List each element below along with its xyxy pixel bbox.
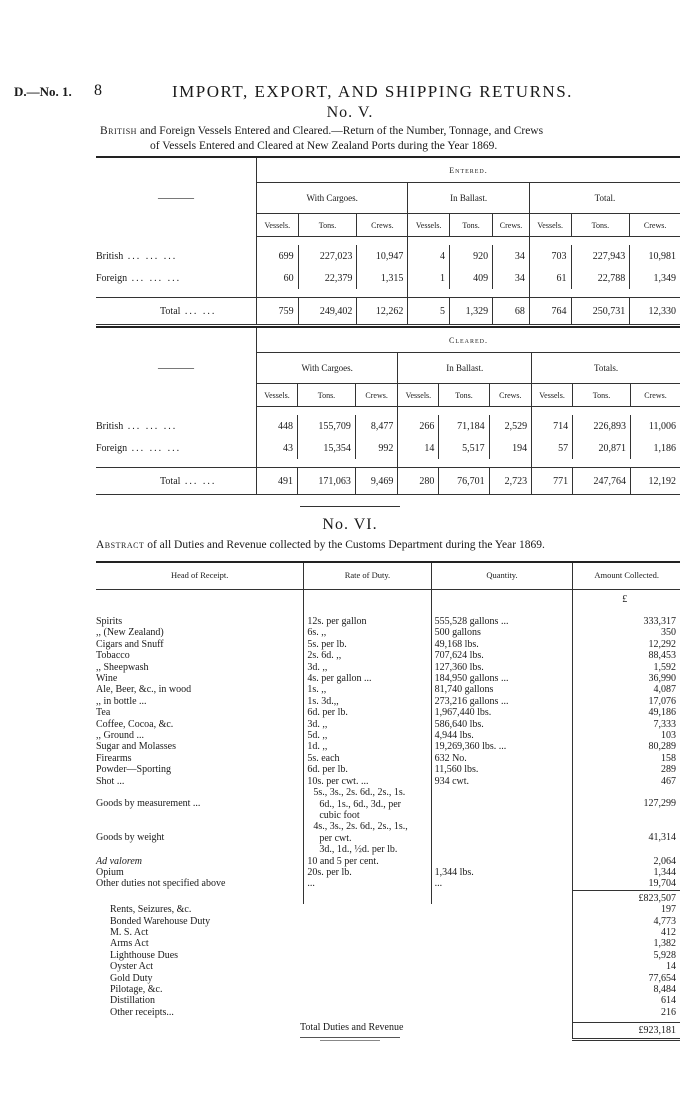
amount-text: 41,314	[648, 832, 676, 844]
spacer-row	[96, 608, 680, 616]
column-header: Tons.	[298, 384, 356, 407]
amount-collected: 14	[573, 961, 680, 972]
receipt-head: Cigars and Snuff	[96, 638, 164, 650]
table-row	[96, 415, 680, 437]
table-cell: 4	[408, 245, 450, 267]
group-caption: With Cargoes.	[257, 353, 398, 384]
rate-of-duty	[304, 787, 431, 821]
table-row	[96, 730, 680, 741]
leader-dots: ... ...	[180, 305, 217, 317]
table-cell: 10,981	[630, 245, 680, 267]
row-label	[96, 245, 257, 267]
receipt-head-text: Goods by measurement ...	[96, 798, 201, 810]
total-cell: 759	[257, 298, 299, 325]
total-cell: 491	[257, 468, 298, 495]
leader-dots: ... ... ...	[127, 442, 182, 454]
column-header: Tons.	[573, 384, 631, 407]
receipt-head	[96, 787, 304, 821]
table-row	[96, 984, 680, 995]
section-6-description: Abstract of all Duties and Revenue collected by the Customs Department during the Year 1869.	[96, 539, 545, 551]
receipt-head: Gold Duty	[110, 972, 153, 984]
receipt-head: Other duties not specified above	[96, 878, 226, 890]
table-row	[96, 904, 680, 915]
total-label	[96, 298, 257, 325]
rate-of-duty: 4s. per gallon ...	[304, 673, 431, 684]
quantity: 184,950 gallons ...	[431, 673, 573, 684]
rate-of-duty: 12s. per gallon	[304, 616, 431, 627]
quantity: 1,967,440 lbs.	[431, 707, 573, 718]
amount-collected: 412	[573, 927, 680, 938]
receipt-head: Rents, Seizures, &c.	[110, 904, 192, 916]
quantity: ...	[431, 878, 573, 890]
section-5-heading: No. V.	[326, 104, 374, 121]
receipt-head: Spirits	[96, 616, 123, 627]
receipt-head: ,, Sheepwash	[96, 661, 149, 673]
amount-collected: 49,186	[573, 707, 680, 718]
quantity: 707,624 lbs.	[431, 650, 573, 661]
total-cell: 76,701	[439, 468, 489, 495]
rate-of-duty: 6s. ,,	[304, 627, 431, 638]
column-header: Crews.	[493, 214, 530, 237]
table-cell: 703	[529, 245, 571, 267]
blank-cell	[96, 590, 304, 609]
total-cell: 2,723	[489, 468, 531, 495]
blank-cell	[96, 890, 304, 904]
total-row	[96, 468, 680, 495]
table-cell: 34	[493, 267, 530, 289]
amount-text: 127,299	[643, 798, 676, 810]
column-header: Crews.	[357, 214, 408, 237]
amount-collected: 1,344	[573, 867, 680, 878]
duties-revenue-table	[96, 561, 680, 1041]
receipt-head: Lighthouse Dues	[110, 949, 179, 961]
table-row	[96, 1007, 680, 1018]
column-header: Tons.	[439, 384, 489, 407]
amount-collected: 1,592	[573, 662, 680, 673]
table-cell: 14	[398, 437, 439, 459]
table-row	[96, 753, 680, 764]
quantity	[431, 856, 573, 867]
table-cell: 34	[493, 245, 530, 267]
leader-dots: ... ... ...	[127, 272, 182, 284]
currency-row	[96, 590, 680, 609]
receipt-head: Distillation	[110, 995, 155, 1007]
amount-collected: 103	[573, 730, 680, 741]
column-header: Crews.	[630, 384, 680, 407]
amount-collected: 80,289	[573, 741, 680, 752]
amount-collected: 197	[573, 904, 680, 915]
table-cell: 8,477	[355, 415, 397, 437]
table-row	[96, 696, 680, 707]
column-header: Vessels.	[408, 214, 450, 237]
rate-line: 3d., 1d., ½d. per lb.	[319, 844, 398, 856]
table-row	[96, 961, 680, 972]
table-cell: 60	[257, 267, 299, 289]
cleared-caption: Cleared.	[257, 327, 681, 353]
total-cell: 764	[529, 298, 571, 325]
footer-rule	[300, 1037, 400, 1038]
blank-cell	[431, 890, 573, 904]
footer-rule-short	[320, 1040, 380, 1041]
amount-collected: 289	[573, 764, 680, 775]
receipt-head: Arms Act	[110, 938, 149, 950]
table-row	[96, 938, 680, 949]
group-caption: Total.	[529, 183, 680, 214]
table-cell: 1,349	[630, 267, 680, 289]
quantity-blank	[431, 787, 573, 821]
receipt-head: Powder—Sporting	[96, 764, 171, 776]
amount-collected: 614	[573, 995, 680, 1006]
receipt-head: Other receipts...	[110, 1006, 174, 1018]
receipt-head: Bonded Warehouse Duty	[110, 915, 211, 927]
quantity: 19,269,360 lbs. ...	[431, 741, 573, 752]
quantity: 934 cwt.	[431, 776, 573, 787]
table-row	[96, 995, 680, 1006]
multiline-row	[96, 787, 680, 821]
column-header: Crews.	[355, 384, 397, 407]
section-6-heading: No. VI.	[322, 516, 378, 533]
quantity: 500 gallons	[431, 627, 573, 638]
rate-of-duty: 6d. per lb.	[304, 707, 431, 718]
table-cell: 266	[398, 415, 439, 437]
section-5-description: British and Foreign Vessels Entered and Cleared.—Return of the Number, Tonnage, and Crews of Vessels Entered and Cleared at New Zealand Ports during the Year 1869.	[100, 125, 544, 152]
amount-collected: 333,317	[573, 616, 680, 627]
column-header: Vessels.	[257, 214, 299, 237]
rate-line: per cwt.	[319, 832, 352, 844]
leader-dots: ... ... ...	[123, 420, 178, 432]
table-stub-dash: ———	[96, 327, 257, 407]
receipt-head: Pilotage, &c.	[110, 984, 163, 995]
group-caption: Totals.	[532, 353, 680, 384]
table-row	[96, 267, 680, 289]
column-header: Tons.	[571, 214, 630, 237]
table-cell: 227,943	[571, 245, 630, 267]
table-cell: 15,354	[298, 437, 356, 459]
running-title: IMPORT, EXPORT, AND SHIPPING RETURNS.	[172, 82, 573, 101]
total-cell: 1,329	[450, 298, 493, 325]
rate-line: cubic foot	[319, 809, 360, 821]
table-row	[96, 245, 680, 267]
amount-collected: 216	[573, 1007, 680, 1018]
table-cell: 2,529	[489, 415, 531, 437]
total-label: Total Duties and Revenue	[300, 1022, 404, 1034]
amount-collected	[573, 787, 680, 821]
receipt-head-text: Goods by weight	[96, 832, 165, 844]
table-cell: 226,893	[573, 415, 631, 437]
col-head-rate: Rate of Duty.	[304, 562, 431, 590]
table-cell: 57	[532, 437, 573, 459]
rate-of-duty: ...	[304, 878, 431, 890]
total-cell: 68	[493, 298, 530, 325]
quantity: 11,560 lbs.	[431, 764, 573, 775]
document-reference: D.—No. 1.	[14, 84, 72, 99]
vessels-entered-table	[96, 156, 680, 325]
total-cell: 5	[408, 298, 450, 325]
rate-of-duty: 6d. per lb.	[304, 764, 431, 775]
table-cell: 20,871	[573, 437, 631, 459]
receipt-head: ,, in bottle ...	[96, 695, 147, 707]
amount-collected: 7,333	[573, 719, 680, 730]
table-row	[96, 650, 680, 661]
column-header: Vessels.	[532, 384, 573, 407]
group-caption: In Ballast.	[408, 183, 530, 214]
quantity: 586,640 lbs.	[431, 719, 573, 730]
entered-caption: Entered.	[257, 157, 681, 183]
section-divider	[300, 506, 400, 507]
total-cell: 280	[398, 468, 439, 495]
table-row	[96, 776, 680, 787]
blank-cell	[304, 890, 431, 904]
group-caption: With Cargoes.	[257, 183, 408, 214]
receipt-head: Wine	[96, 673, 118, 685]
quantity: 4,944 lbs.	[431, 730, 573, 741]
amount-collected: 1,382	[573, 938, 680, 949]
table-row	[96, 764, 680, 775]
table-cell: 22,379	[298, 267, 357, 289]
amount-collected: 4,773	[573, 916, 680, 927]
column-header: Tons.	[450, 214, 493, 237]
subtotal-row	[96, 890, 680, 904]
multiline-row	[96, 821, 680, 855]
table-row	[96, 627, 680, 638]
rate-of-duty	[304, 821, 431, 855]
leader-dots: ... ...	[180, 475, 217, 487]
table-cell: 10,947	[357, 245, 408, 267]
receipt-head: Tobacco	[96, 650, 130, 662]
table-row	[96, 856, 680, 867]
table-cell: 920	[450, 245, 493, 267]
receipt-head: Coffee, Cocoa, &c.	[96, 718, 174, 730]
amount-collected: 77,654	[573, 973, 680, 984]
leader-dots: ... ... ...	[123, 250, 178, 262]
table-cell: 1	[408, 267, 450, 289]
table-row	[96, 662, 680, 673]
rate-of-duty: 1s. 3d.,,	[304, 696, 431, 707]
table-cell: 1,186	[630, 437, 680, 459]
receipt-head: Ad valorem	[96, 855, 143, 867]
table-cell: 714	[532, 415, 573, 437]
rate-of-duty: 10s. per cwt. ...	[304, 776, 431, 787]
total-cell: 12,262	[357, 298, 408, 325]
col-head-amount: Amount Collected.	[573, 562, 680, 590]
receipt-head: M. S. Act	[110, 926, 149, 938]
table-row	[96, 878, 680, 890]
amount-collected: 467	[573, 776, 680, 787]
total-label	[96, 468, 257, 495]
amount-collected: 2,064	[573, 856, 680, 867]
total-cell: 771	[532, 468, 573, 495]
group-caption: In Ballast.	[398, 353, 532, 384]
table-row	[96, 927, 680, 938]
column-header: Crews.	[489, 384, 531, 407]
table-cell: 11,006	[630, 415, 680, 437]
table-cell: 61	[529, 267, 571, 289]
column-header: Vessels.	[257, 384, 298, 407]
rate-of-duty: 5s. per lb.	[304, 639, 431, 650]
total-amount: £923,181	[573, 1022, 680, 1039]
total-cell: 12,330	[630, 298, 680, 325]
quantity: 632 No.	[431, 753, 573, 764]
col-head-receipt: Head of Receipt.	[96, 562, 304, 590]
quantity: 273,216 gallons ...	[431, 696, 573, 707]
amount-collected	[573, 821, 680, 855]
rate-of-duty: 5d. ,,	[304, 730, 431, 741]
column-header: Crews.	[630, 214, 680, 237]
rate-of-duty: 20s. per lb.	[304, 867, 431, 878]
rate-of-duty: 5s. each	[304, 753, 431, 764]
row-label	[96, 415, 257, 437]
subtotal-amount: £823,507	[573, 890, 680, 904]
table-row	[96, 973, 680, 984]
quantity: 555,528 gallons ...	[431, 616, 573, 627]
total-cell: 12,192	[630, 468, 680, 495]
table-row	[96, 684, 680, 695]
row-label-text: Foreign	[96, 442, 128, 454]
quantity: 81,740 gallons	[431, 684, 573, 695]
table-row	[96, 719, 680, 730]
table-cell: 1,315	[357, 267, 408, 289]
total-label-text: Total	[160, 305, 181, 317]
rate-of-duty: 2s. 6d. ,,	[304, 650, 431, 661]
total-cell: 9,469	[355, 468, 397, 495]
quantity-blank	[431, 821, 573, 855]
column-header: Vessels.	[398, 384, 439, 407]
receipt-head: Tea	[96, 707, 111, 719]
amount-collected: 19,704	[573, 878, 680, 890]
receipt-head: ,, Ground ...	[96, 730, 145, 742]
table-row	[96, 741, 680, 752]
receipt-head: Oyster Act	[110, 961, 154, 973]
currency-symbol: £	[573, 590, 680, 609]
rate-line: 6d., 1s., 6d., 3d., per	[319, 798, 402, 810]
amount-collected: 88,453	[573, 650, 680, 661]
receipt-head: Opium	[96, 866, 124, 878]
rate-line: 4s., 3s., 2s. 6d., 2s., 1s.,	[313, 821, 408, 833]
table-cell: 22,788	[571, 267, 630, 289]
rate-of-duty: 1s. ,,	[304, 684, 431, 695]
rate-of-duty: 1d. ,,	[304, 741, 431, 752]
receipt-head: Ale, Beer, &c., in wood	[96, 684, 192, 696]
table-cell: 448	[257, 415, 298, 437]
column-header: Vessels.	[529, 214, 571, 237]
table-cell: 5,517	[439, 437, 489, 459]
rate-of-duty: 3d. ,,	[304, 662, 431, 673]
amount-collected: 4,087	[573, 684, 680, 695]
blank-cell	[304, 590, 431, 609]
table-row	[96, 867, 680, 878]
amount-collected: 158	[573, 753, 680, 764]
total-cell: 250,731	[571, 298, 630, 325]
column-header: Tons.	[298, 214, 357, 237]
table-cell: 992	[355, 437, 397, 459]
receipt-head: Shot ...	[96, 775, 125, 787]
table-cell: 155,709	[298, 415, 356, 437]
table-row	[96, 437, 680, 459]
table-cell: 227,023	[298, 245, 357, 267]
total-cell: 247,764	[573, 468, 631, 495]
table-row	[96, 707, 680, 718]
table-cell: 699	[257, 245, 299, 267]
receipt-head: Sugar and Molasses	[96, 741, 176, 753]
row-label-text: British	[96, 250, 124, 262]
row-label-text: British	[96, 420, 124, 432]
table-cell: 409	[450, 267, 493, 289]
row-label-text: Foreign	[96, 272, 128, 284]
total-label-text: Total	[160, 475, 181, 487]
amount-collected: 350	[573, 627, 680, 638]
page-number: 8	[94, 82, 102, 99]
receipt-head: Firearms	[96, 752, 132, 764]
table-row	[96, 950, 680, 961]
amount-collected: 5,928	[573, 950, 680, 961]
amount-collected: 36,990	[573, 673, 680, 684]
receipt-head: ,, (New Zealand)	[96, 627, 164, 639]
col-head-quantity: Quantity.	[431, 562, 573, 590]
table-row	[96, 639, 680, 650]
quantity: 127,360 lbs.	[431, 662, 573, 673]
table-cell: 43	[257, 437, 298, 459]
table-row	[96, 673, 680, 684]
blank-cell	[431, 590, 573, 609]
table-cell: 71,184	[439, 415, 489, 437]
table-row	[96, 616, 680, 627]
amount-collected: 8,484	[573, 984, 680, 995]
page-header	[0, 82, 700, 106]
total-cell: 171,063	[298, 468, 356, 495]
table-stub-dash: ———	[96, 157, 257, 237]
rate-of-duty: 10 and 5 per cent.	[304, 856, 431, 867]
quantity: 49,168 lbs.	[431, 639, 573, 650]
total-cell: 249,402	[298, 298, 357, 325]
row-label	[96, 437, 257, 459]
quantity: 1,344 lbs.	[431, 867, 573, 878]
total-row	[96, 298, 680, 325]
table-row	[96, 916, 680, 927]
vessels-cleared-table	[96, 326, 680, 495]
amount-collected: 17,076	[573, 696, 680, 707]
row-label	[96, 267, 257, 289]
rate-line: 5s., 3s., 2s. 6d., 2s., 1s.	[313, 787, 406, 799]
table-cell: 194	[489, 437, 531, 459]
amount-collected: 12,292	[573, 639, 680, 650]
rate-of-duty: 3d. ,,	[304, 719, 431, 730]
receipt-head	[96, 821, 304, 855]
